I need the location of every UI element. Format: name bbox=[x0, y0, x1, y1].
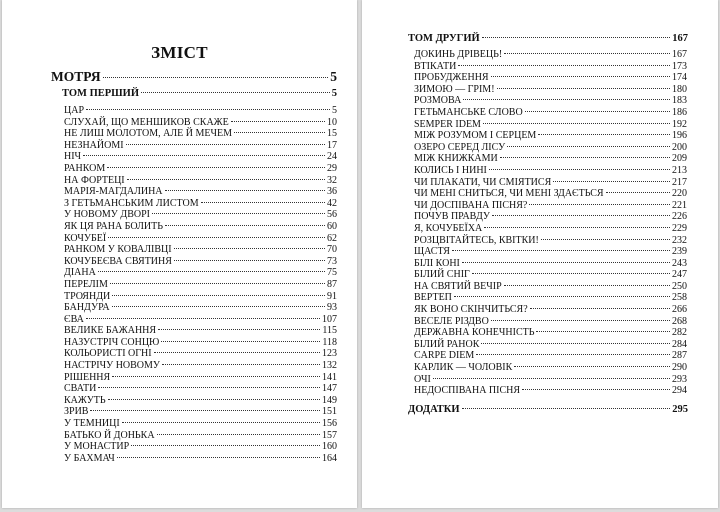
toc-entry[interactable] bbox=[64, 360, 337, 372]
toc-entry[interactable] bbox=[64, 418, 337, 430]
entry-title: У ТЕМНИЦІ bbox=[64, 418, 120, 430]
dot-leader bbox=[463, 99, 670, 100]
toc-entry[interactable] bbox=[414, 304, 687, 316]
toc-entry[interactable] bbox=[64, 383, 337, 395]
dot-leader bbox=[108, 237, 325, 238]
entry-title: ЧИ ДОСПІВАНА ПІСНЯ? bbox=[414, 199, 528, 211]
entry-title: ВТІКАТИ bbox=[414, 60, 457, 72]
volume-label: ТОМ ПЕРШИЙ bbox=[62, 88, 140, 99]
entry-page-number: 42 bbox=[327, 197, 337, 209]
entry-page-number: 87 bbox=[327, 278, 337, 290]
dot-leader bbox=[83, 155, 325, 156]
toc-entries-list bbox=[64, 105, 337, 464]
toc-entry[interactable] bbox=[414, 84, 687, 96]
entry-page-number: 220 bbox=[672, 188, 687, 200]
dot-leader bbox=[433, 378, 670, 379]
toc-entry[interactable] bbox=[64, 406, 337, 418]
dot-leader bbox=[482, 37, 671, 38]
dot-leader bbox=[504, 53, 670, 54]
entry-page-number: 164 bbox=[322, 452, 337, 464]
toc-entry[interactable] bbox=[64, 441, 337, 453]
toc-entry[interactable] bbox=[414, 223, 687, 235]
toc-entry[interactable] bbox=[414, 49, 687, 61]
dot-leader bbox=[454, 296, 670, 297]
dot-leader bbox=[606, 192, 670, 193]
entry-title: РОЗЦВІТАЙТЕСЬ, КВІТКИ! bbox=[414, 234, 539, 246]
dot-leader bbox=[541, 239, 670, 240]
toc-entry[interactable] bbox=[64, 348, 337, 360]
entry-page-number: 32 bbox=[327, 174, 337, 186]
toc-entry[interactable] bbox=[414, 235, 687, 247]
toc-entry[interactable] bbox=[64, 186, 337, 198]
entry-page-number: 56 bbox=[327, 209, 337, 221]
entry-title: ЗРИВ bbox=[64, 406, 89, 418]
entry-page-number: 282 bbox=[672, 327, 687, 339]
toc-entry[interactable] bbox=[414, 316, 687, 328]
entry-title: У МОНАСТИР bbox=[64, 441, 130, 453]
toc-entry[interactable] bbox=[64, 395, 337, 407]
dot-leader bbox=[110, 283, 325, 284]
entry-page-number: 247 bbox=[672, 269, 687, 281]
toc-entries-list bbox=[414, 49, 687, 397]
entry-title: НЕДОСПІВАНА ПІСНЯ bbox=[414, 385, 521, 397]
entry-page-number: 5 bbox=[332, 105, 337, 116]
toc-title: ЗМІСТ bbox=[151, 43, 208, 62]
left-page bbox=[2, 0, 357, 508]
dot-leader bbox=[476, 354, 670, 355]
entry-page-number: 36 bbox=[327, 186, 337, 198]
entry-title: ВЕРТЕП bbox=[414, 292, 452, 304]
entry-title: ВЕЛИКЕ БАЖАННЯ bbox=[64, 325, 157, 337]
entry-page-number: 284 bbox=[672, 338, 687, 350]
toc-entry[interactable] bbox=[64, 430, 337, 442]
dot-leader bbox=[117, 457, 320, 458]
dot-leader bbox=[497, 88, 670, 89]
toc-entry[interactable] bbox=[64, 105, 337, 117]
entry-page-number: 192 bbox=[672, 118, 687, 130]
entry-page-number: 160 bbox=[322, 441, 337, 453]
entry-title: БІЛИЙ РАНОК bbox=[414, 338, 480, 350]
entry-title: ДОКИНЬ ДРІВЕЦЬ! bbox=[414, 49, 503, 60]
entry-title: НЕЗНАЙОМІ bbox=[64, 139, 124, 151]
entry-page-number: 200 bbox=[672, 141, 687, 153]
toc-entry[interactable] bbox=[414, 385, 687, 397]
entry-title: БІЛИЙ СНІГ bbox=[414, 269, 470, 281]
entry-page-number: 141 bbox=[322, 371, 337, 383]
entry-title: ГЕТЬМАНСЬКЕ СЛОВО bbox=[414, 106, 523, 118]
entry-page-number: 258 bbox=[672, 292, 687, 304]
entry-page-number: 266 bbox=[672, 304, 687, 316]
entry-title: ОЗЕРО СЕРЕД ЛІСУ bbox=[414, 141, 506, 153]
entry-page-number: 293 bbox=[672, 373, 687, 385]
entry-title: БАНДУРА bbox=[64, 302, 110, 314]
part-label: МОТРЯ bbox=[51, 69, 101, 84]
toc-entry[interactable] bbox=[414, 281, 687, 293]
entry-page-number: 239 bbox=[672, 246, 687, 258]
entry-title: НАСТРІЧУ НОВОМУ bbox=[64, 360, 161, 372]
entry-title: ЧИ ПЛАКАТИ, ЧИ СМІЯТИСЯ bbox=[414, 176, 552, 188]
entry-page-number: 15 bbox=[327, 128, 337, 140]
entry-title: МАРІЯ-МАГДАЛИНА bbox=[64, 186, 163, 198]
toc-entry[interactable] bbox=[414, 95, 687, 107]
entry-page-number: 250 bbox=[672, 280, 687, 292]
dot-leader bbox=[90, 410, 320, 411]
entry-title: РОЗМОВА bbox=[414, 95, 462, 107]
dot-leader bbox=[492, 215, 670, 216]
dot-leader bbox=[162, 364, 320, 365]
dot-leader bbox=[538, 134, 670, 135]
toc-part-entry[interactable] bbox=[51, 69, 337, 85]
entry-page-number: 294 bbox=[672, 385, 687, 397]
dot-leader bbox=[201, 202, 325, 203]
toc-entry[interactable] bbox=[64, 128, 337, 140]
dot-leader bbox=[489, 169, 670, 170]
entry-title: РІШЕННЯ bbox=[64, 371, 111, 383]
entry-title: Я, КОЧУБЕЇХА bbox=[414, 222, 483, 234]
toc-entry[interactable] bbox=[414, 292, 687, 304]
dot-leader bbox=[231, 121, 325, 122]
dot-leader bbox=[122, 422, 320, 423]
entry-page-number: 107 bbox=[322, 313, 337, 325]
entry-page-number: 243 bbox=[672, 257, 687, 269]
dot-leader bbox=[484, 227, 670, 228]
entry-title: МІЖ РОЗУМОМ І СЕРЦЕМ bbox=[414, 130, 537, 142]
dot-leader bbox=[530, 308, 670, 309]
dot-leader bbox=[462, 408, 671, 409]
entry-page-number: 147 bbox=[322, 383, 337, 395]
toc-entry[interactable] bbox=[414, 72, 687, 84]
entry-title: CARPE DIEM bbox=[414, 350, 475, 362]
toc-entry[interactable] bbox=[414, 153, 687, 165]
entry-title: РАНКОМ У КОВАЛІВЦІ bbox=[64, 244, 172, 256]
entry-title: ДЕРЖАВНА КОНЕЧНІСТЬ bbox=[414, 327, 535, 339]
entry-title: ЧИ МЕНІ СНИТЬСЯ, ЧИ МЕНІ ЗДАЄТЬСЯ bbox=[414, 188, 604, 200]
toc-entry[interactable] bbox=[414, 165, 687, 177]
entry-title: ПОЧУВ ПРАВДУ bbox=[414, 211, 490, 223]
toc-entry[interactable] bbox=[64, 163, 337, 175]
toc-entry[interactable] bbox=[64, 244, 337, 256]
entry-page-number: 149 bbox=[322, 394, 337, 406]
toc-entry[interactable] bbox=[414, 177, 687, 189]
dot-leader bbox=[131, 445, 320, 446]
toc-entry[interactable] bbox=[414, 130, 687, 142]
toc-entry[interactable] bbox=[414, 119, 687, 131]
toc-entry[interactable] bbox=[64, 291, 337, 303]
dot-leader bbox=[152, 213, 325, 214]
entry-page-number: 186 bbox=[672, 106, 687, 118]
dot-leader bbox=[483, 123, 670, 124]
dot-leader bbox=[504, 285, 670, 286]
toc-volume-entry[interactable] bbox=[62, 88, 337, 99]
dot-leader bbox=[158, 329, 320, 330]
dot-leader bbox=[525, 111, 670, 112]
dot-leader bbox=[514, 366, 670, 367]
dot-leader bbox=[522, 389, 670, 390]
dot-leader bbox=[127, 179, 325, 180]
toc-entry[interactable] bbox=[64, 198, 337, 210]
entry-page-number: 115 bbox=[322, 325, 337, 337]
entry-page-number: 75 bbox=[327, 267, 337, 279]
toc-entry[interactable] bbox=[64, 117, 337, 129]
entry-page-number: 221 bbox=[672, 199, 687, 211]
toc-entry[interactable] bbox=[414, 374, 687, 386]
dot-leader bbox=[174, 248, 325, 249]
entry-title: З ГЕТЬМАНСЬКИМ ЛИСТОМ bbox=[64, 197, 199, 209]
entry-title: БАТЬКО Й ДОНЬКА bbox=[64, 429, 155, 441]
dot-leader bbox=[86, 109, 330, 110]
entry-title: СЛУХАЙ, ЩО МЕНШИКОВ СКАЖЕ bbox=[64, 116, 229, 128]
entry-page-number: 132 bbox=[322, 360, 337, 372]
toc-entry[interactable] bbox=[64, 209, 337, 221]
dot-leader bbox=[462, 262, 670, 263]
entry-page-number: 232 bbox=[672, 234, 687, 246]
dot-leader bbox=[107, 167, 325, 168]
right-page bbox=[362, 0, 718, 508]
entry-page-number: 229 bbox=[672, 222, 687, 234]
dot-leader bbox=[481, 343, 670, 344]
dot-leader bbox=[161, 341, 320, 342]
entry-title: ПРОБУДЖЕННЯ bbox=[414, 72, 489, 84]
entry-title: КОЧУБЕЇ bbox=[64, 232, 107, 244]
entry-page-number: 209 bbox=[672, 153, 687, 165]
entry-title: БІЛІ КОНІ bbox=[414, 257, 460, 269]
entry-title: ВЕСЕЛЕ РІЗДВО bbox=[414, 315, 489, 327]
toc-entry[interactable] bbox=[414, 339, 687, 351]
dot-leader bbox=[126, 144, 325, 145]
entry-title: ОЧІ bbox=[414, 373, 431, 385]
entry-page-number: 62 bbox=[327, 232, 337, 244]
dot-leader bbox=[553, 181, 670, 182]
dot-leader bbox=[98, 271, 325, 272]
entry-page-number: 167 bbox=[672, 49, 687, 60]
entry-title: НАЗУСТРІЧ СОНЦЮ bbox=[64, 336, 160, 348]
toc-entry[interactable] bbox=[414, 200, 687, 212]
dot-leader bbox=[154, 352, 320, 353]
dot-leader bbox=[452, 250, 670, 251]
entry-page-number: 217 bbox=[672, 176, 687, 188]
toc-entry[interactable] bbox=[414, 269, 687, 281]
dot-leader bbox=[491, 320, 670, 321]
toc-entry[interactable] bbox=[64, 453, 337, 465]
dot-leader bbox=[529, 204, 670, 205]
toc-entry[interactable] bbox=[414, 61, 687, 73]
toc-entry[interactable] bbox=[64, 267, 337, 279]
toc-entry[interactable] bbox=[414, 362, 687, 374]
entry-title: МІЖ КНИЖКАМИ bbox=[414, 153, 498, 165]
entry-page-number: 183 bbox=[672, 95, 687, 107]
toc-entry[interactable] bbox=[64, 337, 337, 349]
dot-leader bbox=[500, 157, 670, 158]
entry-title: ЦАР bbox=[64, 105, 85, 116]
entry-title: У БАХМАЧ bbox=[64, 452, 115, 464]
entry-page-number: 17 bbox=[327, 139, 337, 151]
volume-page: 5 bbox=[331, 88, 337, 99]
entry-title: СВАТИ bbox=[64, 383, 97, 395]
entry-page-number: 10 bbox=[327, 116, 337, 128]
entry-title: НА ФОРТЕЦІ bbox=[64, 174, 125, 186]
entry-page-number: 123 bbox=[322, 348, 337, 360]
dot-leader bbox=[112, 376, 320, 377]
entry-page-number: 213 bbox=[672, 164, 687, 176]
entry-title: ТРОЯНДИ bbox=[64, 290, 111, 302]
entry-title: ЯК ВОНО СКІНЧИТЬСЯ? bbox=[414, 304, 528, 316]
entry-page-number: 157 bbox=[322, 429, 337, 441]
entry-title: ПЕРЕЛІМ bbox=[64, 278, 108, 290]
entry-page-number: 174 bbox=[672, 72, 687, 84]
appendix-page: 295 bbox=[672, 404, 688, 415]
entry-page-number: 93 bbox=[327, 302, 337, 314]
entry-page-number: 29 bbox=[327, 162, 337, 174]
toc-entry[interactable] bbox=[414, 350, 687, 362]
toc-entry[interactable] bbox=[64, 325, 337, 337]
entry-page-number: 226 bbox=[672, 211, 687, 223]
toc-entry[interactable] bbox=[64, 175, 337, 187]
entry-title: РАНКОМ bbox=[64, 162, 106, 174]
dot-leader bbox=[112, 306, 325, 307]
dot-leader bbox=[234, 132, 325, 133]
toc-entry[interactable] bbox=[64, 372, 337, 384]
toc-entry[interactable] bbox=[414, 327, 687, 339]
dot-leader bbox=[108, 399, 320, 400]
entry-title: ЗИМОЮ — ГРІМ! bbox=[414, 83, 495, 95]
toc-appendix-entry[interactable] bbox=[408, 404, 688, 415]
toc-entry[interactable] bbox=[64, 279, 337, 291]
dot-leader bbox=[472, 273, 670, 274]
dot-leader bbox=[174, 260, 325, 261]
entry-title: ЩАСТЯ bbox=[414, 246, 450, 258]
toc-entry[interactable] bbox=[64, 221, 337, 233]
toc-entry[interactable] bbox=[64, 233, 337, 245]
entry-title: КАЖУТЬ bbox=[64, 394, 106, 406]
entry-page-number: 151 bbox=[322, 406, 337, 418]
entry-title: НЕ ЛИШ МОЛОТОМ, АЛЕ Й МЕЧЕМ bbox=[64, 128, 232, 140]
dot-leader bbox=[165, 225, 325, 226]
dot-leader bbox=[86, 318, 320, 319]
entry-page-number: 91 bbox=[327, 290, 337, 302]
dot-leader bbox=[141, 92, 330, 93]
entry-title: ДІАНА bbox=[64, 267, 96, 279]
entry-page-number: 118 bbox=[322, 336, 337, 348]
entry-page-number: 173 bbox=[672, 60, 687, 72]
entry-title: КОЧУБЕЄВА СВЯТИНЯ bbox=[64, 255, 172, 267]
toc-entry[interactable] bbox=[414, 246, 687, 258]
toc-entry[interactable] bbox=[414, 188, 687, 200]
toc-entry[interactable] bbox=[414, 107, 687, 119]
toc-entry[interactable] bbox=[414, 142, 687, 154]
dot-leader bbox=[157, 434, 320, 435]
entry-page-number: 290 bbox=[672, 362, 687, 374]
entry-page-number: 70 bbox=[327, 244, 337, 256]
dot-leader bbox=[112, 295, 325, 296]
entry-title: НА СВЯТИЙ ВЕЧІР bbox=[414, 280, 502, 292]
entry-title: КАРЛИК — ЧОЛОВІК bbox=[414, 362, 513, 374]
entry-title: ЯК ЦЯ РАНА БОЛИТЬ bbox=[64, 220, 163, 232]
dot-leader bbox=[507, 146, 670, 147]
entry-title: ЄВА bbox=[64, 313, 84, 325]
entry-title: НІЧ bbox=[64, 151, 82, 163]
appendix-label: ДОДАТКИ bbox=[408, 404, 460, 415]
entry-page-number: 268 bbox=[672, 315, 687, 327]
toc-entry[interactable] bbox=[64, 302, 337, 314]
entry-page-number: 287 bbox=[672, 350, 687, 362]
entry-page-number: 73 bbox=[327, 255, 337, 267]
toc-entry[interactable] bbox=[64, 314, 337, 326]
toc-entry[interactable] bbox=[64, 256, 337, 268]
entry-title: КОЛИСЬ І НИНІ bbox=[414, 164, 487, 176]
dot-leader bbox=[536, 331, 670, 332]
volume-page: 167 bbox=[672, 33, 688, 44]
toc-entry[interactable] bbox=[414, 211, 687, 223]
volume-label: ТОМ ДРУГИЙ bbox=[408, 33, 480, 44]
entry-page-number: 196 bbox=[672, 130, 687, 142]
toc-entry[interactable] bbox=[64, 151, 337, 163]
entry-title: КОЛЬОРИСТІ ОГНІ bbox=[64, 348, 152, 360]
entry-page-number: 60 bbox=[327, 220, 337, 232]
entry-page-number: 24 bbox=[327, 151, 337, 163]
dot-leader bbox=[165, 190, 325, 191]
entry-page-number: 156 bbox=[322, 418, 337, 430]
toc-entry[interactable] bbox=[414, 258, 687, 270]
entry-page-number: 180 bbox=[672, 83, 687, 95]
part-page: 5 bbox=[330, 69, 337, 84]
dot-leader bbox=[458, 65, 670, 66]
entry-title: У НОВОМУ ДВОРІ bbox=[64, 209, 150, 221]
entry-title: SEMPER IDEM bbox=[414, 118, 481, 130]
dot-leader bbox=[103, 77, 329, 78]
toc-entry[interactable] bbox=[64, 140, 337, 152]
dot-leader bbox=[98, 387, 320, 388]
toc-volume-entry[interactable] bbox=[408, 33, 688, 44]
dot-leader bbox=[491, 76, 670, 77]
